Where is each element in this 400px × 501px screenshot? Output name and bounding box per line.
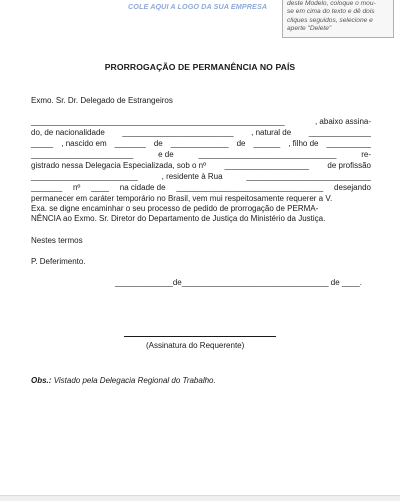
body-text: , nascido em [61,139,107,148]
deferment-text: P. Deferimento. [31,257,86,266]
signature-label: (Assinatura do Requerente) [146,341,245,350]
body-text: de [236,139,246,148]
help-note-line: deste Modelo, coloque o mou- [287,0,376,7]
salutation: Exmo. Sr. Dr. Delegado de Estrangeiros [31,96,173,105]
body-text: de [153,139,163,148]
blank-field[interactable]: ____ [91,183,109,192]
body-text: desejando [334,183,371,192]
body-text: do, de nacionalidade [31,128,105,137]
obs-text: Vistado pela Delegacia Regional do Trabalho. [53,376,216,385]
body-text: , filho de [288,139,319,148]
help-note-line: cliques seguidos, selecione e [287,16,373,24]
date-line[interactable]: _____________de_________________________________ de ____. [115,278,362,287]
obs-label: Obs.: [31,376,52,385]
blank-field[interactable]: ________________________ [31,172,138,181]
logo-placeholder[interactable]: COLE AQUI A LOGO DA SUA EMPRESA [128,2,268,11]
body-line-10 [31,214,371,224]
body-text: e de [158,150,174,159]
blank-field[interactable]: ______ [253,139,281,148]
body-text: de profissão [327,161,371,170]
body-line-2 [31,128,371,138]
blank-field[interactable]: _________________________________ [176,183,324,192]
blank-field[interactable]: _________________________________________________________ [31,117,285,126]
body-text: gistrado nessa Delegacia Especializada, sob o nº [31,161,207,170]
help-note-line: se em cima do texto e dê dois [287,8,375,16]
body-text: , abaixo assina- [314,117,371,126]
document-title: PRORROGAÇÃO DE PERMANÊNCIA NO PAÍS [104,62,296,72]
blank-field[interactable]: ___________________ [224,161,309,170]
blank-field[interactable]: _______ [114,139,146,148]
blank-field[interactable]: _____ [31,139,54,148]
body-line-9 [31,204,371,214]
body-line-4 [31,150,371,160]
body-text: re- [361,150,371,159]
help-note-box [282,0,394,38]
help-note-line: aperte "Delete" [287,25,332,33]
blank-field[interactable]: _______________________ [31,150,134,159]
body-text: Exa. se digne encaminhar o seu processo de pedido de prorrogação de PERMA- [31,204,319,213]
body-line-8 [31,194,371,204]
body-line-3 [31,139,371,149]
blank-field[interactable]: __________ [326,139,371,148]
blank-field[interactable]: _____________ [170,139,229,148]
body-text: , natural de [251,128,292,137]
signature-rule [124,336,276,337]
body-text: permanecer em caráter temporário no Brasil, vem mui respeitosamente requerer a V. [31,194,333,203]
obs-note [31,376,216,385]
body-text: nº [72,183,81,192]
blank-field[interactable]: _________________________ [122,128,234,137]
blank-field[interactable]: _______________________________ [198,150,337,159]
blank-field[interactable]: _______ [31,183,63,192]
body-line-6 [31,172,371,182]
footer-rule [0,495,400,501]
blank-field[interactable]: ____________________________ [246,172,371,181]
blank-field[interactable]: ______________ [308,128,371,137]
body-line-5 [31,161,371,171]
closing-text: Nestes termos [31,236,83,245]
body-text: na cidade de [119,183,166,192]
body-line-7 [31,183,371,193]
body-line-1 [31,117,371,127]
body-text: , residente à Rua [161,172,223,181]
body-text: NÊNCIA ao Exmo. Sr. Diretor do Departamento de Justiça do Ministério da Justiça. [31,214,326,223]
